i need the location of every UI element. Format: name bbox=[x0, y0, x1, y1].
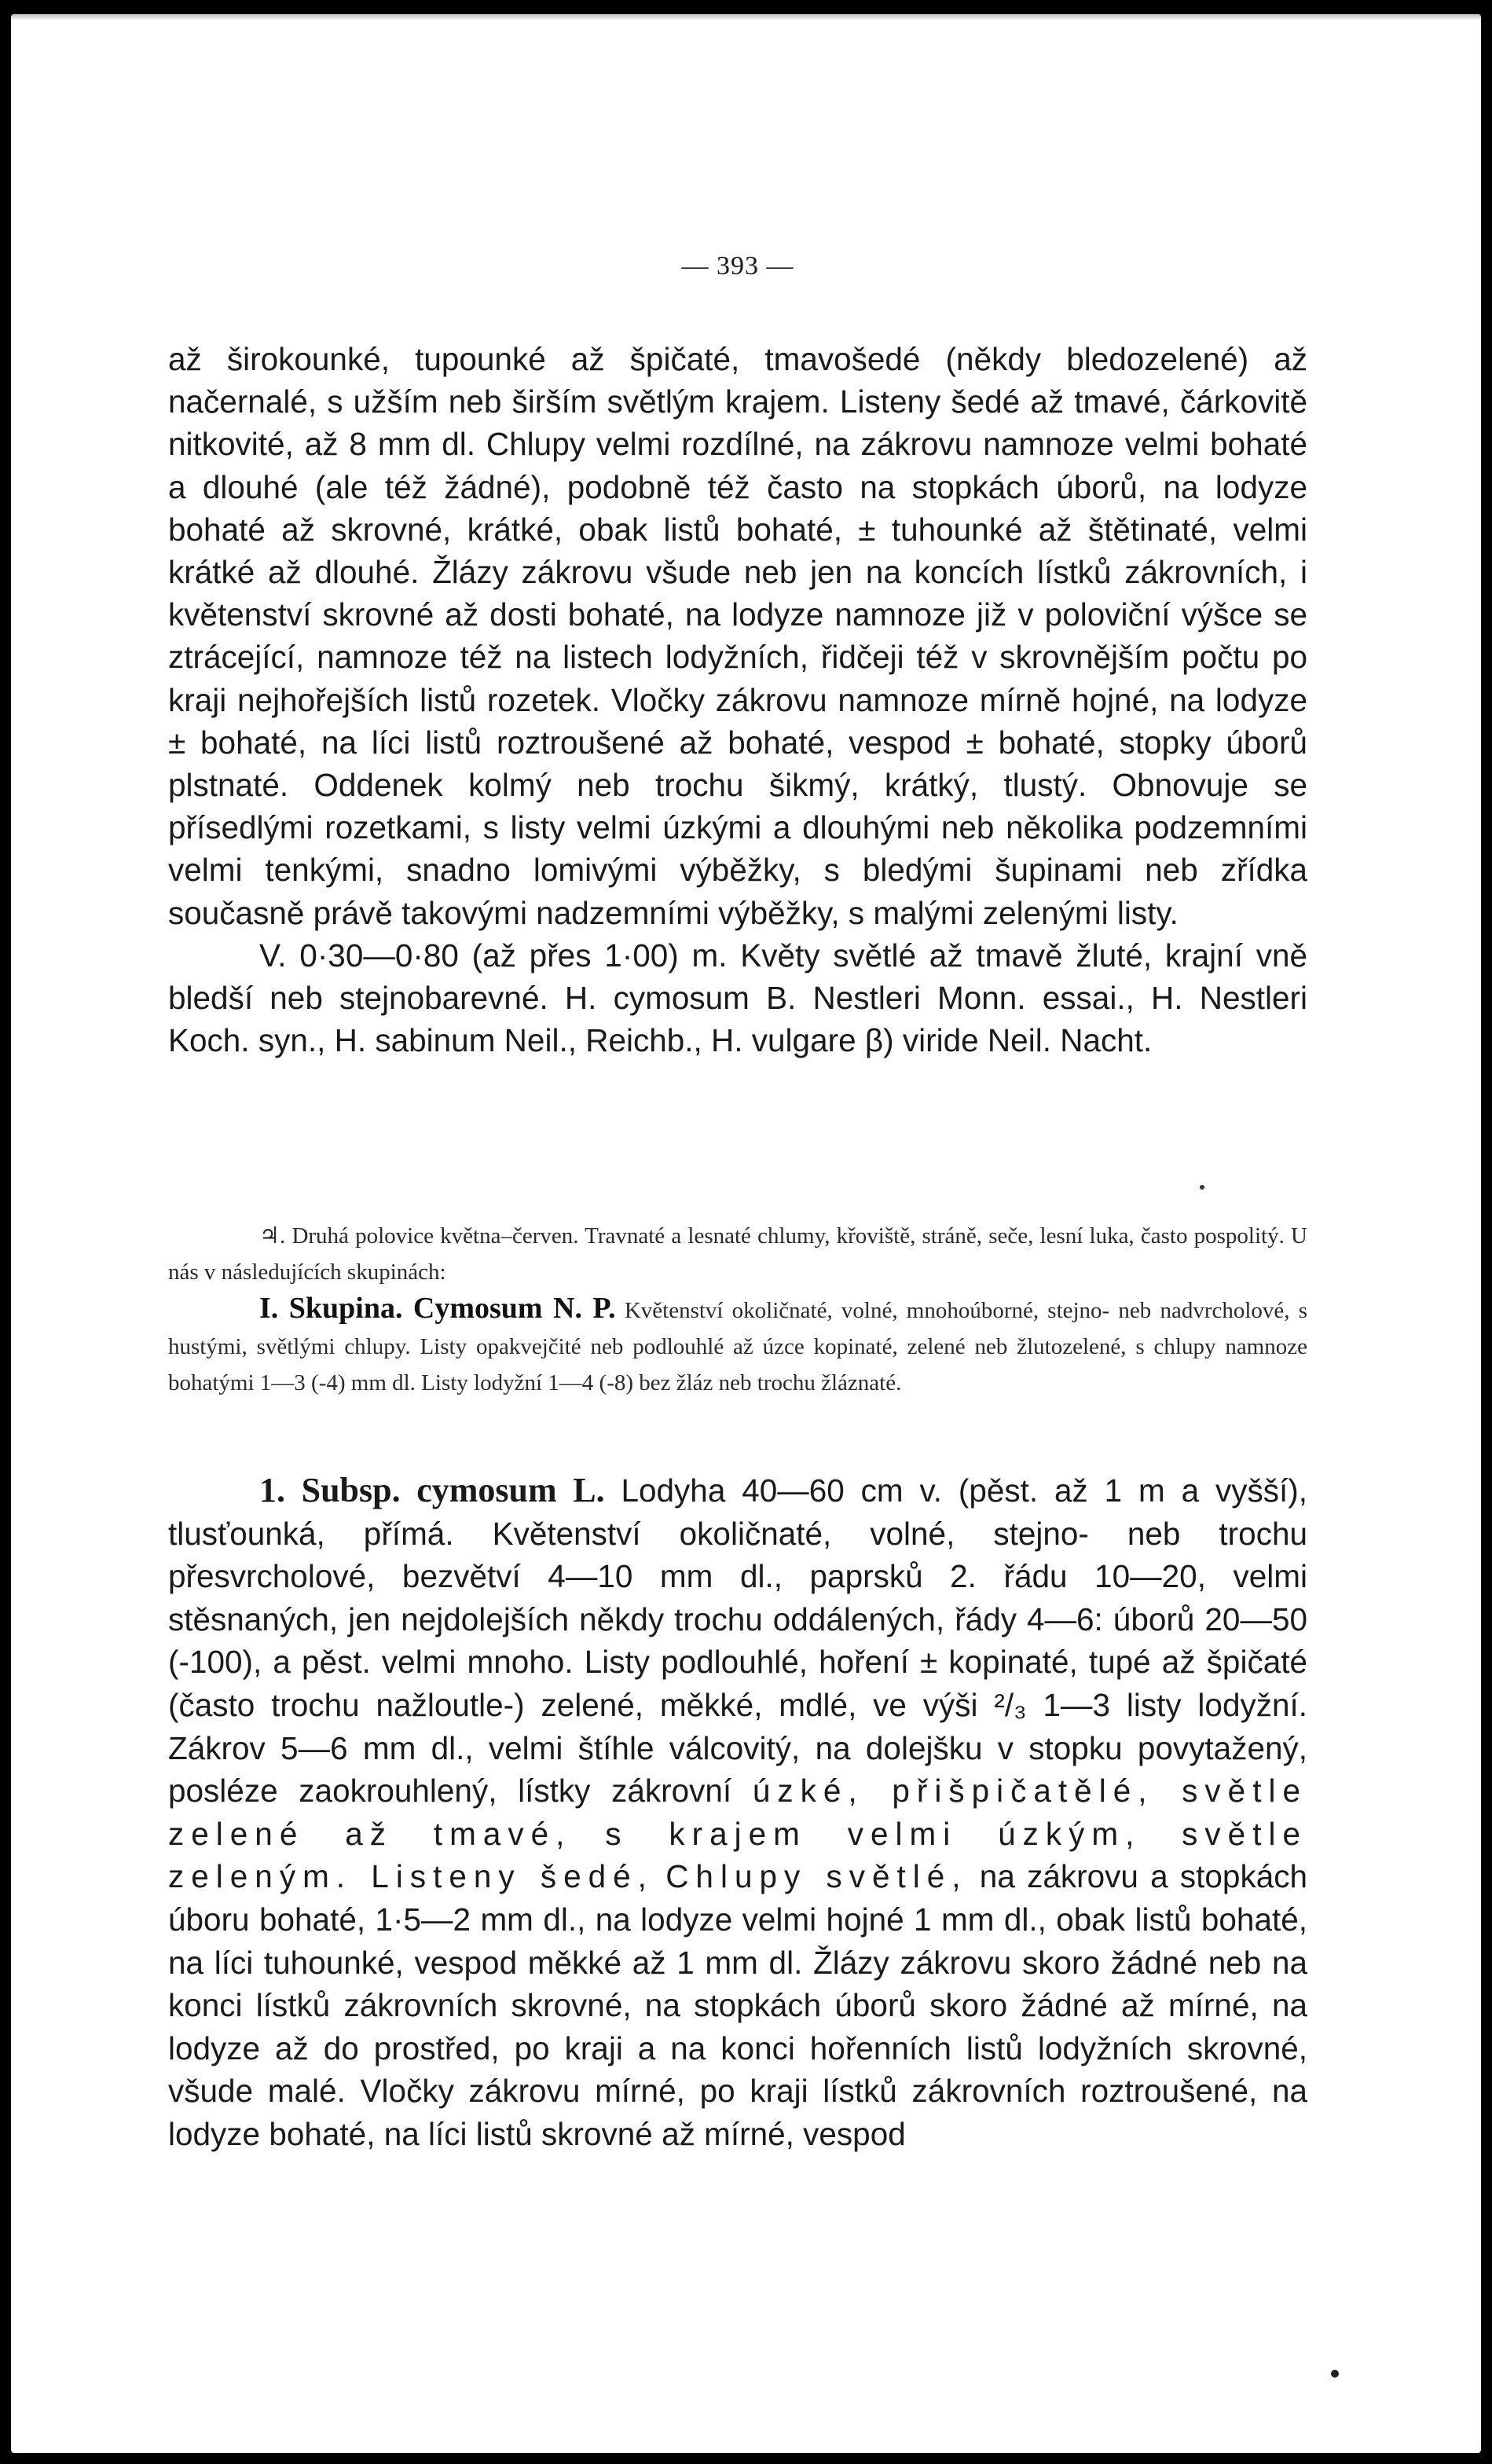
scanned-page bbox=[11, 14, 1481, 2453]
print-speck-bottom bbox=[1331, 2370, 1339, 2378]
paragraph-description: až širokounké, tupounké až špičaté, tmavošedé (někdy bledozelené) až načernalé, s užším neb širším světlým krajem. Listeny šedé až tmavé, čárkovitě nitkovité, až 8 mm dl. Chlupy velmi rozdílné, na zákrovu namnoze velmi bohaté a dlouhé (ale též žádné), podobně též často na stopkách úborů, na lodyze bohaté až skrovné, krátké, obak listů bohaté, ± tuhounké až štětinaté, velmi krátké až dlouhé. Žlázy zákrovu všude neb jen na koncích lístků zákrovních, i květenství skrovné až dosti bohaté, na lodyze namnoze již v poloviční výšce se ztrácející, namnoze též na listech lodyžních, řidčeji též v skrovnějším počtu po kraji nejhořejších listů rozetek. Vločky zákrovu namnoze mírně hojné, na lodyze ± bohaté, na líci listů roztroušené až bohaté, vespod ± bohaté, stopky úborů plstnaté. Oddenek kolmý neb trochu šikmý, krátký, tlustý. Obnovuje se přísedlými rozetkami, s listy velmi úzkými a dlouhými neb několika podzemními velmi tenkými, snadno lomivými výběžky, s bledými šupinami neb zřídka současně právě takovými nadzemními výběžky, s malými zelenými listy. bbox=[168, 341, 1307, 931]
group-description: Květenství okoličnaté, volné, mnohoúborné, stejno- neb nadvrcholové, s hustými, světlými chlupy. Listy opakvejčité neb podlouhlé až úzce kopinaté, zelené neb žlutozelené, s chlupy namnoze bohatými 1—3 (-4) mm dl. Listy lodyžní 1—4 (-8) bez žláz neb trochu žláznaté. bbox=[168, 1298, 1308, 1395]
subspecies-paragraph bbox=[168, 1469, 1307, 2156]
subspecies-text-c: na zákrovu a stopkách úboru bohaté, 1·5—2 mm dl., na lodyze velmi hojné 1 mm dl., obak listů bohaté, na líci tuhounké, vespod měkké až 1 mm dl. Žlázy zákrovu skoro žádné neb na konci lístků zákrovních skrovné, na stopkách úborů skoro žádné až mírné, na lodyze až do prostřed, po kraji a na konci hořenních listů lodyžních skrovné, všude malé. Vločky zákrovu mírné, po kraji lístků zákrovních roztroušené, na lodyze bohaté, na líci listů skrovné až mírné, vespod bbox=[168, 1858, 1307, 2152]
print-speck bbox=[1200, 1185, 1204, 1190]
scan-edge bbox=[11, 14, 1481, 20]
page-number: — 393 — bbox=[681, 251, 794, 280]
flowering-habitat-note: ♃. Druhá polovice května–červen. Travnaté a lesnaté chlumy, křoviště, stráně, seče, lesní luka, často pospolitý. U nás v následujících skupinách: bbox=[168, 1223, 1307, 1285]
subspecies-title: 1. Subsp. cymosum L. bbox=[259, 1471, 605, 1509]
group-paragraph bbox=[168, 1290, 1307, 1401]
group-heading: I. Skupina. Cymosum N. P. bbox=[259, 1292, 616, 1325]
paragraph-measurements: V. 0·30—0·80 (až přes 1·00) m. Květy světlé až tmavě žluté, krajní vně bledší neb stejnobarevné. H. cymosum B. Nestleri Monn. essai., H. Nestleri Koch. syn., H. sabinum Neil., Reichb., H. vulgare β) viride Neil. Nacht. bbox=[168, 937, 1307, 1059]
main-text bbox=[168, 338, 1307, 1062]
subspecies-text-b: s krajem velmi úzkým, světle zeleným. Listeny šedé, bbox=[168, 1815, 1307, 1895]
subspecies-section bbox=[168, 1469, 1307, 2156]
subspecies-text-a: Lodyha 40—60 cm v. (pěst. až 1 m a vyšší), tlusťounká, přímá. Květenství okoličnaté, volné, stejno- neb trochu přesvrcholové, bezvětví 4—10 mm dl., paprsků 2. řádu 10—20, velmi stěsnaných, jen nejdolejších někdy trochu oddálených, řády 4—6: úborů 20—50 (-100), a pěst. velmi mnoho. Listy podlouhlé, hoření ± kopinaté, tupé až špičaté (často trochu nažloutle-) zelené, měkké, mdlé, ve výši ²/₃ 1—3 listy lodyžní. Zákrov 5—6 mm dl., velmi štíhle válcovitý, na dolejšku v stopku povytažený, posléze zaokrouhlený, lístky zákrovní bbox=[168, 1472, 1307, 1810]
small-print-block bbox=[168, 1218, 1307, 1401]
subspecies-spaced-1: úzké, přišpičatělé, světle zelené až tmavé, bbox=[168, 1773, 1307, 1852]
subspecies-spaced-2: Chlupy světlé, bbox=[665, 1858, 968, 1895]
